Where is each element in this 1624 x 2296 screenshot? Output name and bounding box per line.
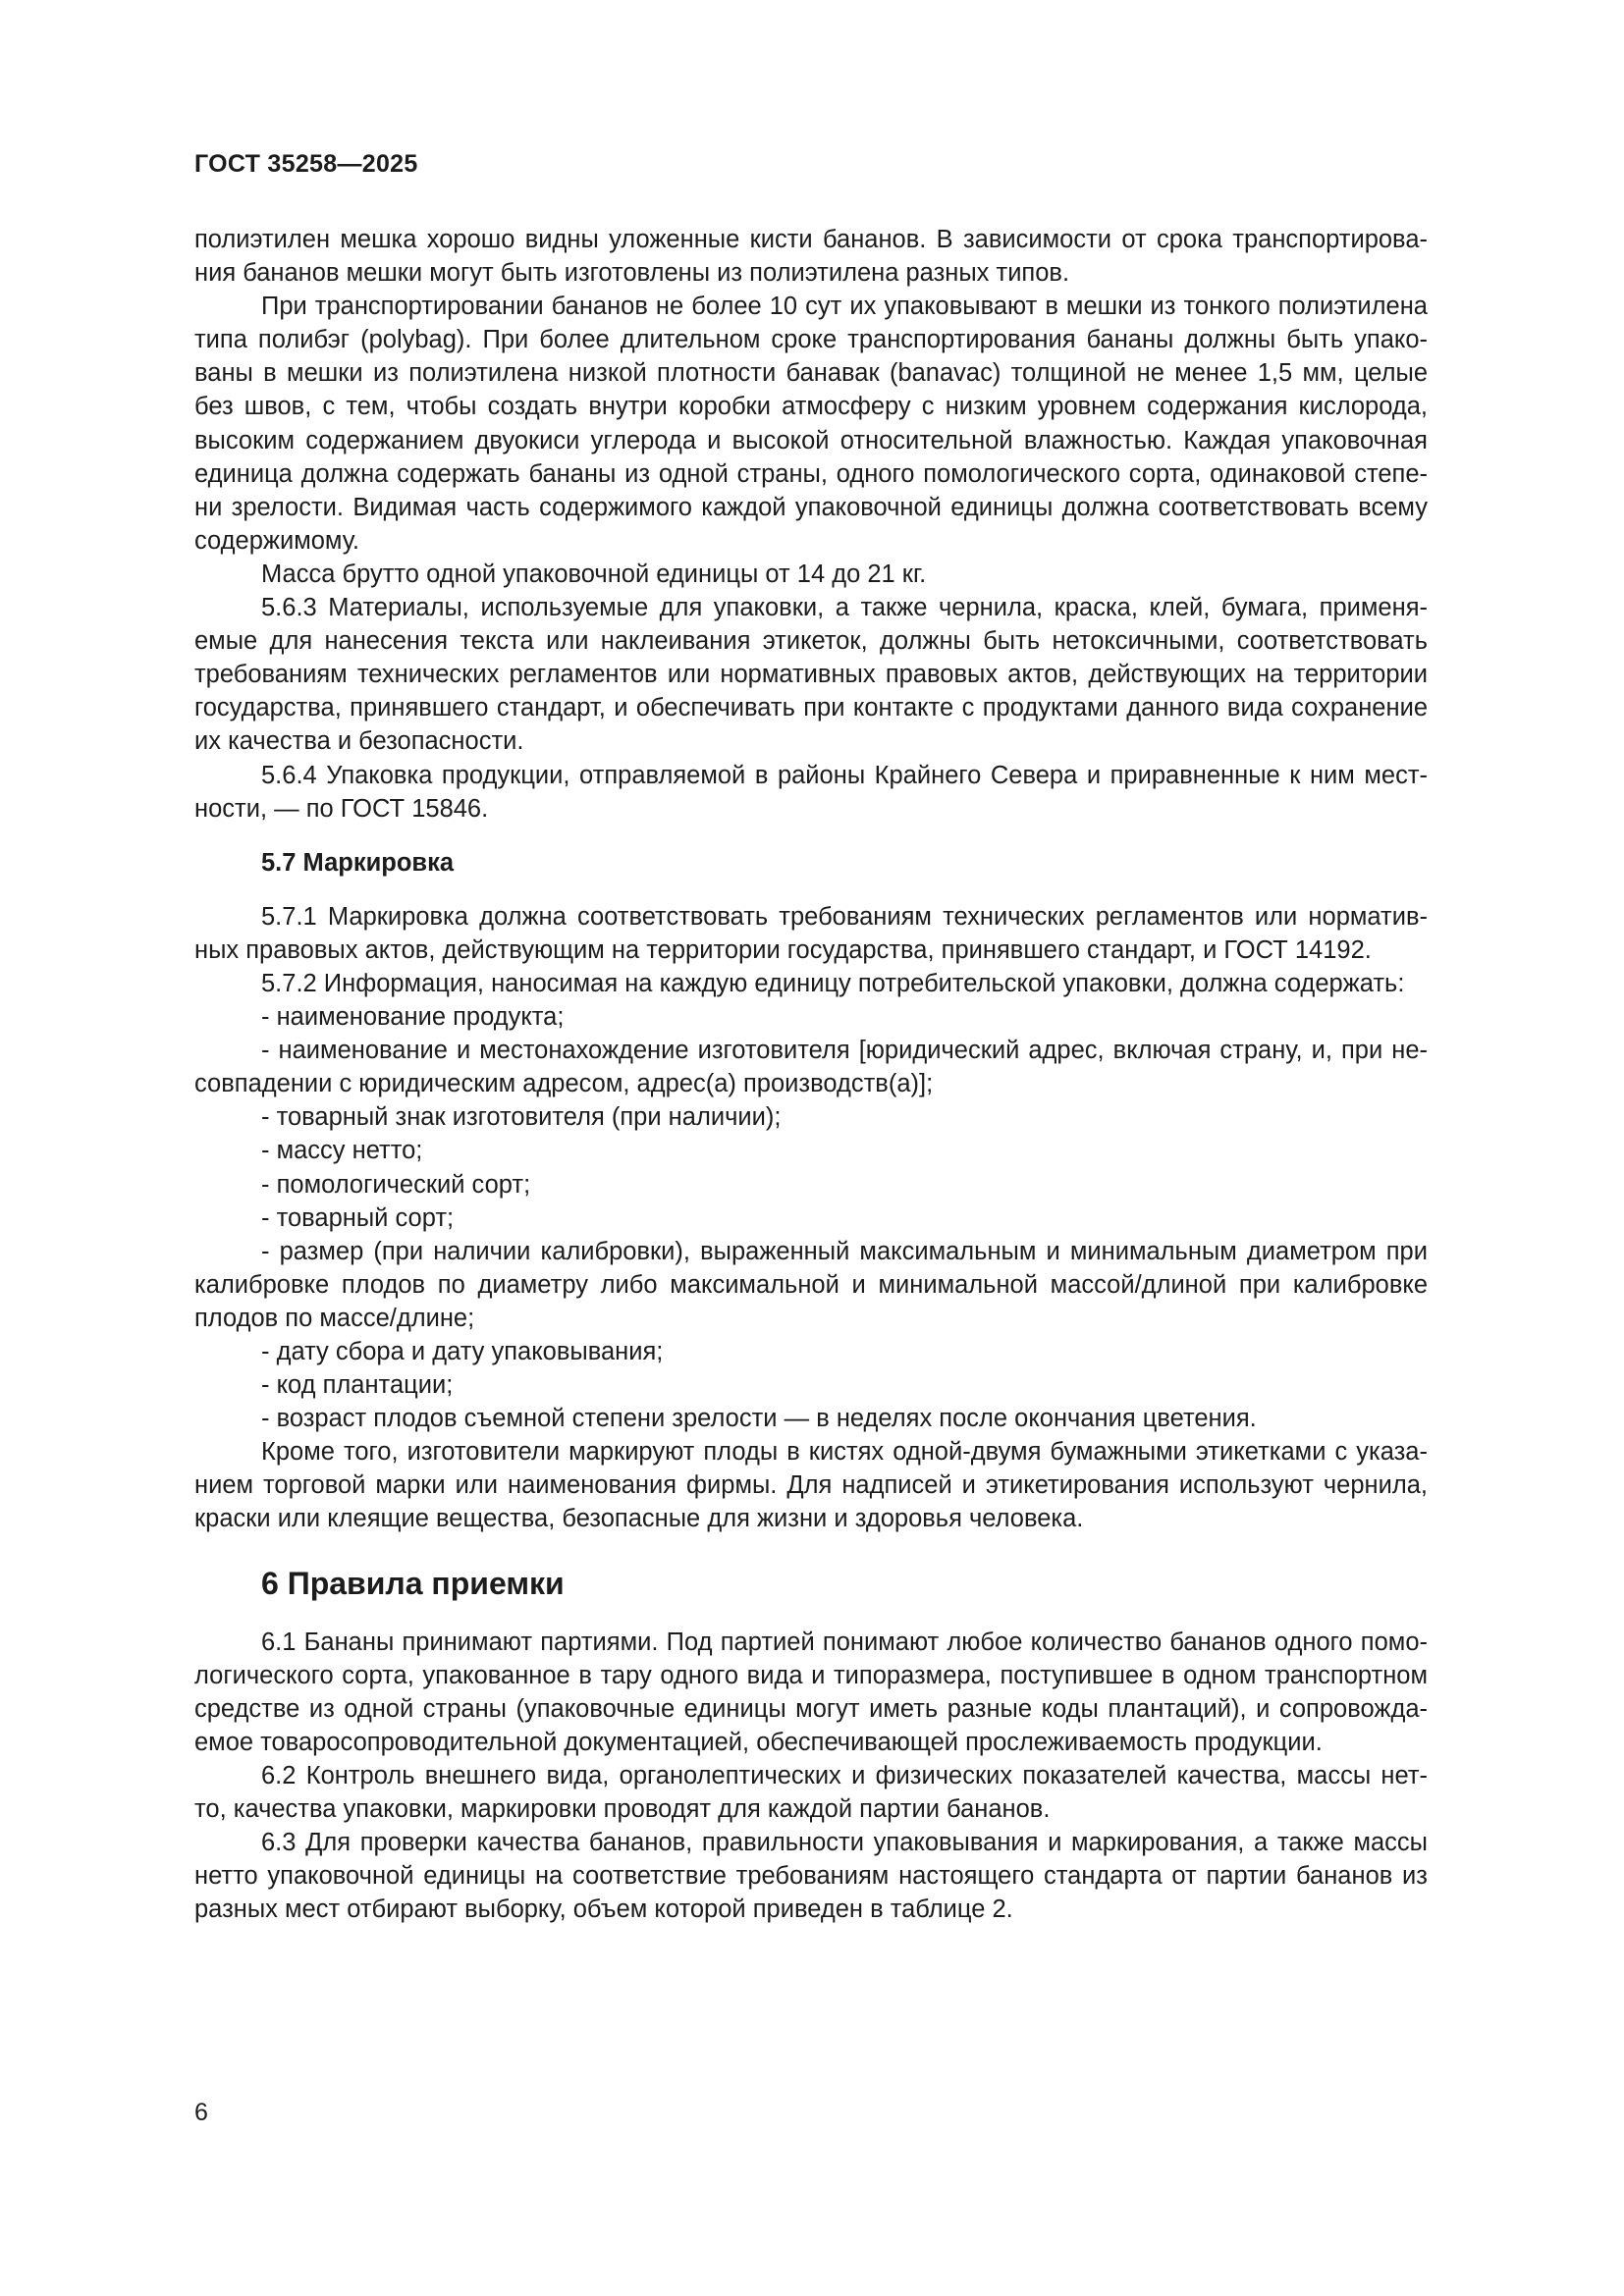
subsection-heading: 5.7 Маркировка	[261, 848, 455, 877]
text-line: 5.7.1 Маркировка должна соответствовать требованиям технических регламентов или норматив-	[261, 902, 1428, 931]
list-item: - код плантации;	[261, 1371, 454, 1400]
text-line: без швов, с тем, чтобы создать внутри коробки атмосферу с низким уровнем содержания кислорода,	[194, 393, 1428, 421]
list-item: - товарный сорт;	[261, 1203, 455, 1232]
text-line: краски или клеящие вещества, безопасные для жизни и здоровья человека.	[194, 1505, 1084, 1533]
text-line: средстве из одной страны (упаковочные единицы могут иметь разные коды плантаций), и сопровожда-	[194, 1694, 1428, 1723]
text-line: емые для нанесения текста или наклеивания этикеток, должны быть нетоксичными, соответствовать	[194, 627, 1428, 656]
text-line: ности, — по ГОСТ 15846.	[194, 794, 489, 823]
text-line: разных мест отбирают выборку, объем которой приведен в таблице 2.	[194, 1896, 1013, 1924]
text-line: 6.1 Бананы принимают партиями. Под партией понимают любое количество бананов одного помо-	[261, 1628, 1428, 1656]
text-line: нием торговой марки или наименования фирмы. Для надписей и этикетирования используют чернила,	[194, 1471, 1428, 1500]
text-line: калибровке плодов по диаметру либо максимальной и минимальной массой/длиной при калибровке	[194, 1270, 1428, 1299]
text-line: совпадении с юридическим адресом, адрес(а) производств(а)];	[194, 1070, 934, 1098]
text-line: единица должна содержать бананы из одной страны, одного помологического сорта, одинаковой степе-	[194, 459, 1428, 488]
text-line: 5.6.4 Упаковка продукции, отправляемой в районы Крайнего Севера и приравненные к ним мест-	[261, 761, 1428, 789]
list-item: - размер (при наличии калибровки), выраженный максимальным и минимальным диаметром при	[261, 1237, 1428, 1265]
list-item: - товарный знак изготовителя (при наличии);	[261, 1103, 782, 1132]
section-heading: 6 Правила приемки	[261, 1565, 565, 1601]
text-line: типа полибэг (polybag). При более длительном сроке транспортирования бананы должны быть упако-	[194, 326, 1428, 354]
document-body	[194, 223, 1428, 1926]
text-line: емое товаросопроводительной документацией, обеспечивающей прослеживаемость продукции.	[194, 1728, 1323, 1756]
list-item: - помологический сорт;	[261, 1170, 531, 1199]
text-line: 5.6.3 Материалы, используемые для упаковки, а также чернила, краска, клей, бумага, применя-	[261, 594, 1428, 622]
text-line: ния бананов мешки могут быть изготовлены из полиэтилена разных типов.	[194, 259, 1070, 288]
list-item: - массу нетто;	[261, 1137, 423, 1165]
text-line: Масса брутто одной упаковочной единицы от 14 до 21 кг.	[261, 560, 927, 588]
text-line: ни зрелости. Видимая часть содержимого каждой упаковочной единицы должна соответствовать всему	[194, 493, 1428, 521]
list-item: - дату сбора и дату упаковывания;	[261, 1338, 664, 1365]
list-item: - возраст плодов съемной степени зрелости — в неделях после окончания цветения.	[261, 1405, 1257, 1433]
text-line: Кроме того, изготовители маркируют плоды в кистях одной-двумя бумажными этикетками с указа-	[261, 1438, 1428, 1467]
text-line: 6.3 Для проверки качества бананов, правильности упаковывания и маркирования, а также массы	[261, 1829, 1428, 1857]
text-line: высоким содержанием двуокиси углерода и высокой относительной влажностью. Каждая упаковочная	[194, 426, 1428, 454]
text-line: плодов по массе/длине;	[194, 1304, 475, 1332]
text-line: При транспортировании бананов не более 10 сут их упаковывают в мешки из тонкого полиэтилена	[261, 293, 1428, 321]
text-line: нетто упаковочной единицы на соответствие требованиям настоящего стандарта от партии бананов из	[194, 1862, 1428, 1891]
text-line: государства, принявшего стандарт, и обеспечивать при контакте с продуктами данного вида сохранение	[194, 694, 1428, 722]
text-line: ваны в мешки из полиэтилена низкой плотности банавак (banavac) толщиной не менее 1,5 мм, целые	[194, 359, 1428, 388]
text-line: то, качества упаковки, маркировки проводят для каждой партии бананов.	[194, 1795, 1051, 1824]
text-line: полиэтилен мешка хорошо видны уложенные кисти бананов. В зависимости от срока транспортирова-	[194, 226, 1428, 253]
text-line: их качества и безопасности.	[194, 727, 524, 756]
list-item: - наименование и местонахождение изготовителя [юридический адрес, включая страну, и, при не-	[261, 1037, 1428, 1065]
text-line: требованиям технических регламентов или нормативных правовых актов, действующих на территории	[194, 661, 1428, 689]
list-item: - наименование продукта;	[261, 1003, 565, 1032]
text-line: 5.7.2 Информация, наносимая на каждую единицу потребительской упаковки, должна содержать:	[261, 969, 1405, 997]
document-header: ГОСТ 35258—2025	[194, 150, 418, 178]
text-line: логического сорта, упакованное в тару одного вида и типоразмера, поступившее в одном транспортном	[194, 1661, 1428, 1689]
text-line: содержимому.	[194, 526, 360, 555]
text-line: 6.2 Контроль внешнего вида, органолептических и физических показателей качества, массы нет-	[261, 1761, 1428, 1789]
text-line: ных правовых актов, действующим на территории государства, принявшего стандарт, и ГОСТ 14192.	[194, 935, 1372, 964]
page-number: 6	[194, 2099, 208, 2126]
